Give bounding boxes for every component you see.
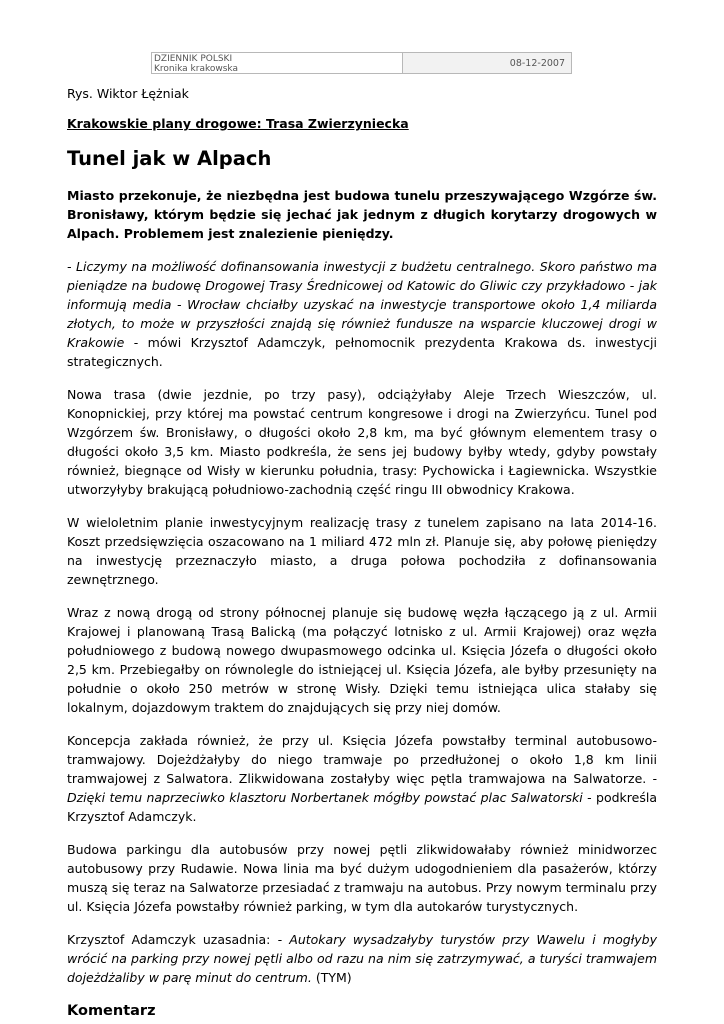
source-cell bbox=[152, 53, 403, 73]
quote-3: - Autokary wysadzałyby turystów przy Wawelu i mogłyby wrócić na parking przy nowej pętli albo od razu na nim się zatrzymywać, a turyści tramwajem dojeżdżaliby w parę minut do centrum. bbox=[67, 932, 657, 985]
quote-2: - Dzięki temu naprzeciwko klasztoru Norbertanek mógłby powstać plac Salwatorski bbox=[67, 771, 657, 805]
paragraph-5-text: Koncepcja zakłada również, że przy ul. Księcia Józefa powstałby terminal autobusowo-tramwajowy. Dojeżdżałyby do niego tramwaje po przedłużonej o około 1,8 km linii tramwajowej z Salwatora. Zlikwidowana zostałyby więc pętla tramwajowa na Salwatorze. bbox=[67, 733, 657, 786]
comment-heading: Komentarz bbox=[67, 1003, 156, 1019]
article-title: Tunel jak w Alpach bbox=[67, 147, 272, 170]
paragraph-7 bbox=[67, 930, 657, 987]
paragraph-6: Budowa parkingu dla autobusów przy nowej pętli zlikwidowałaby również minidworzec autobusowy przy Rudawie. Nowa linia ma być dużym udogodnieniem dla pasażerów, którzy muszą się teraz na Salwatorze przesiadać z tramwaju na autobus. Przy nowym terminalu przy ul. Księcia Józefa powstałby również parking, w tym dla autokarów turystycznych. bbox=[67, 842, 657, 914]
newspaper-name: DZIENNIK POLSKI bbox=[154, 54, 233, 64]
article-lead: Miasto przekonuje, że niezbędna jest budowa tunelu przeszywającego Wzgórze św. Bronisławy, którym będzie się jechać jak jednym z długich korytarzy drogowych w Alpach. Problemem jest znalezienie pieniędzy. bbox=[67, 188, 657, 241]
paragraph-7-intro: Krzysztof Adamczyk uzasadnia: bbox=[67, 932, 278, 947]
paragraph-5 bbox=[67, 731, 657, 826]
attribution-2: - podkreśla Krzysztof Adamczyk. bbox=[67, 790, 657, 824]
article-body bbox=[67, 86, 657, 1021]
paragraph-1 bbox=[67, 257, 657, 371]
publication-date: 08-12-2007 bbox=[509, 57, 565, 69]
paragraph-2: Nowa trasa (dwie jezdnie, po trzy pasy), odciążyłaby Aleje Trzech Wieszczów, ul. Konopnickiej, przy której ma powstać centrum kongresowe i drogi na Zwierzyńcu. Tunel pod Wzgórzem św. Bronisławy, o długości około 2,8 km, ma być głównym elementem trasy o długości około 3,5 km. Miasto podkreśla, że sens jej budowy byłby wtedy, gdyby powstały również, biegnące od Wisły w kierunku południa, trasy: Pychowicka i Łagiewnicka. Wszystkie utworzyłyby brakującą południowo-zachodnią część ringu III obwodnicy Krakowa. bbox=[67, 387, 657, 497]
quote-1: - Liczymy na możliwość dofinansowania inwestycji z budżetu centralnego. Skoro państwo ma pieniądze na budowę Drogowej Trasy Średnicowej od Katowic do Gliwic czy przykładowo - jak informują media - Wrocław chciałby uzyskać na inwestycje transportowe około 1,4 miliarda złotych, to może w przyszłości znajdą się również fundusze na wsparcie kluczowej drogi w Krakowie bbox=[67, 259, 657, 350]
section-heading: Krakowskie plany drogowe: Trasa Zwierzyniecka bbox=[67, 116, 409, 131]
illustration-credit: Rys. Wiktor Łężniak bbox=[67, 86, 189, 101]
source-header-table bbox=[151, 52, 572, 74]
author-initials: (TYM) bbox=[311, 970, 352, 985]
date-cell bbox=[403, 53, 571, 73]
newspaper-section: Kronika krakowska bbox=[154, 64, 238, 74]
paragraph-3: W wieloletnim planie inwestycyjnym realizację trasy z tunelem zapisano na lata 2014-16. Koszt przedsięwzięcia oszacowano na 1 miliard 472 mln zł. Planuje się, aby połowę pieniędzy na inwestycję przeznaczyło miasto, a druga połowa pochodziła z dofinansowania zewnętrznego. bbox=[67, 515, 657, 587]
paragraph-4: Wraz z nową drogą od strony północnej planuje się budowę węzła łączącego ją z ul. Armii Krajowej i planowaną Trasą Balicką (ma połączyć lotnisko z ul. Armii Krajowej) oraz węzła południowego z budową nowego dwupasmowego odcinka ul. Księcia Józefa o długości około 2,5 km. Przebiegałby on równolegle do istniejącej ul. Księcia Józefa, ale byłby przesunięty na południe o około 250 metrów w stronę Wisły. Dzięki temu istniejąca ulica stałaby się lokalnym, dojazdowym traktem do znajdujących się przy niej domów. bbox=[67, 605, 657, 715]
attribution-1: - mówi Krzysztof Adamczyk, pełnomocnik prezydenta Krakowa ds. inwestycji strategicznych. bbox=[67, 335, 657, 369]
